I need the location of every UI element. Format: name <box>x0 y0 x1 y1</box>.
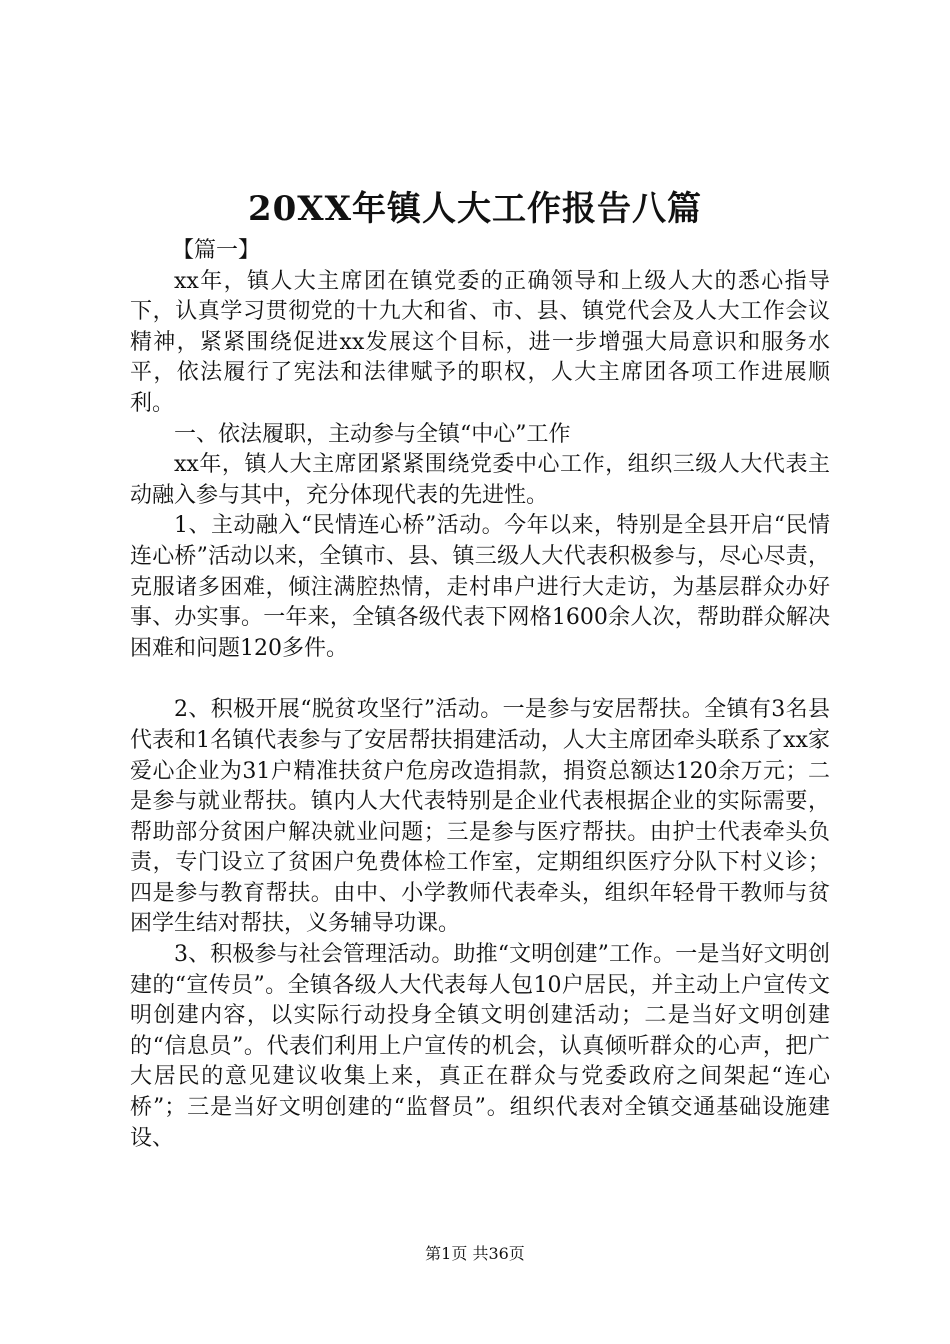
page-footer: 第1页 共36页 <box>425 1244 525 1263</box>
section-heading-part-one: 【篇一】 <box>172 238 261 263</box>
paragraph-item-1: 1、主动融入“民情连心桥”活动。今年以来，特别是全县开启“民情连心桥”活动以来，全镇市、县、镇三级人大代表积极参与，尽心尽责，克服诸多困难，倾注满腔热情，走村串户进行大走访，为基层群众办好事、办实事。一年来，全镇各级代表下网格1600余人次，帮助群众解决困难和问题120多件。 <box>130 513 830 661</box>
paragraph-item-2: 2、积极开展“脱贫攻坚行”活动。一是参与安居帮扶。全镇有3名县代表和1名镇代表参与了安居帮扶捐建活动，人大主席团牵头联系了xx家爱心企业为31户精准扶贫户危房改造捐款，捐资总额达120余万元；二是参与就业帮扶。镇内人大代表特别是企业代表根据企业的实际需要，帮助部分贫困户解决就业问题；三是参与医疗帮扶。由护士代表牵头负责，专门设立了贫困户免费体检工作室，定期组织医疗分队下村义诊；四是参与教育帮扶。由中、小学教师代表牵头，组织年轻骨干教师与贫困学生结对帮扶，义务辅导功课。 <box>130 697 830 937</box>
paragraph-summary: xx年，镇人大主席团紧紧围绕党委中心工作，组织三级人大代表主动融入参与其中，充分体现代表的先进性。 <box>130 452 830 508</box>
document-body <box>130 236 830 1154</box>
paragraph-intro: xx年，镇人大主席团在镇党委的正确领导和上级人大的悉心指导下，认真学习贯彻党的十九大和省、市、县、镇党代会及人大工作会议精神，紧紧围绕促进xx发展这个目标，进一步增强大局意识和服务水平，依法履行了宪法和法律赋予的职权，人大主席团各项工作进展顺利。 <box>130 268 830 416</box>
paragraph-item-3: 3、积极参与社会管理活动。助推“文明创建”工作。一是当好文明创建的“宣传员”。全镇各级人大代表每人包10户居民，并主动上户宣传文明创建内容，以实际行动投身全镇文明创建活动；二是当好文明创建的“信息员”。代表们利用上户宣传的机会，认真倾听群众的心声，把广大居民的意见建议收集上来，真正在群众与党委政府之间架起“连心桥”；三是当好文明创建的“监督员”。组织代表对全镇交通基础设施建设、 <box>130 942 830 1151</box>
section-heading-one: 一、依法履职，主动参与全镇“中心”工作 <box>174 421 571 447</box>
document-title: 20XX年镇人大工作报告八篇 <box>247 189 703 229</box>
